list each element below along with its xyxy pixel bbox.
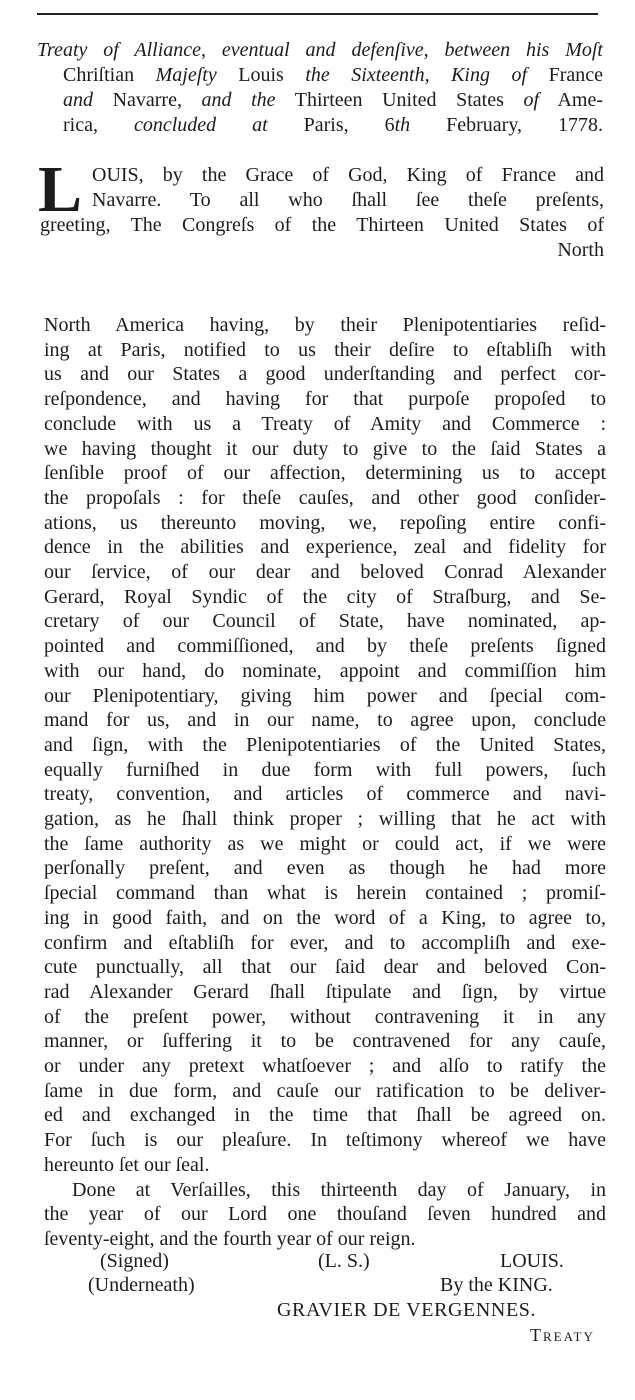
- title-segment: and: [63, 89, 93, 111]
- body-line: our ſervice, of our dear and beloved Conrad Alexander: [44, 561, 606, 583]
- body-line: North America having, by their Plenipotentiaries reſid-: [44, 314, 606, 336]
- body-line: our Plenipotentiary, giving him power and ſpecial com-: [44, 684, 606, 707]
- body-line: ing at Paris, notified to us their deſire to eſtabliſh with: [44, 338, 606, 361]
- underneath-label: (Underneath): [88, 1274, 195, 1296]
- closing-line: the year of our Lord one thouſand ſeven hundred and: [44, 1203, 606, 1226]
- opening-line: Navarre. To all who ſhall ſee theſe preſents,: [92, 189, 604, 211]
- body-line: hereunto ſet our ſeal.: [44, 1153, 210, 1176]
- body-line: dence in the abilities and experience, zeal and fidelity for: [44, 536, 606, 559]
- body-line: equally furniſhed in due form with full powers, ſuch: [44, 758, 606, 781]
- title-segment: France: [527, 64, 603, 86]
- catchword: Treaty: [530, 1325, 595, 1345]
- body-line: treaty, convention, and articles of commerce and navi-: [44, 783, 606, 806]
- body-line: ſame in due form, and cauſe our ratification to be deliver-: [44, 1079, 606, 1102]
- title-segment: Majeſty: [155, 64, 217, 86]
- title-segment: th: [394, 114, 411, 136]
- body-line: the ſame authority as we might or could act, if we were: [44, 832, 606, 855]
- body-line: For ſuch is our pleaſure. In teſtimony whereof we have: [44, 1129, 606, 1152]
- body-line: Gerard, Royal Syndic of the city of Straſburg, and Se-: [44, 585, 606, 608]
- seal-label: (L. S.): [318, 1250, 370, 1272]
- body-line: reſpondence, and having for that purpoſe propoſed to: [44, 388, 606, 411]
- minister-signature: GRAVIER DE VERGENNES.: [277, 1299, 537, 1321]
- body-line: ſenſible proof of our affection, determining us to accept: [44, 462, 606, 485]
- body-line: or under any pretext whatſoever ; and alſo to ratify the: [44, 1055, 606, 1077]
- body-line: cute punctually, all that our ſaid dear and beloved Con-: [44, 956, 606, 979]
- title-line: [63, 88, 603, 112]
- body-line: ed and exchanged in the time that ſhall be agreed on.: [44, 1104, 606, 1127]
- opening-line: greeting, The Congreſs of the Thirteen United States of: [40, 214, 604, 236]
- by-the-king: By the KING.: [440, 1274, 553, 1296]
- body-line: perſonally preſent, and even as though he had more: [44, 857, 606, 880]
- title-line: [63, 63, 603, 87]
- body-line: we having thought it our duty to give to the ſaid States a: [44, 437, 606, 460]
- title-segment: Navarre,: [93, 89, 202, 111]
- title-segment: Treaty of Alliance, eventual and defenſive, between his Moſt: [37, 39, 603, 61]
- title-segment: Louis: [216, 64, 306, 86]
- body-line: ations, us thereunto moving, we, repoſing entire confi-: [44, 511, 606, 534]
- body-line: manner, or ſuffering it to be contravened for any cauſe,: [44, 1030, 606, 1053]
- body-line: gation, as he ſhall think proper ; willing that he act with: [44, 808, 606, 830]
- opening-line: OUIS, by the Grace of God, King of France and: [92, 164, 604, 186]
- body-line: confirm and eſtabliſh for ever, and to accompliſh and exe-: [44, 931, 606, 954]
- title-segment: Ame-: [539, 89, 604, 111]
- body-line: cretary of our Council of State, have nominated, ap-: [44, 610, 606, 633]
- body-line: and ſign, with the Plenipotentiaries of the United States,: [44, 733, 606, 756]
- title-segment: February, 1778.: [410, 114, 603, 136]
- signed-label: (Signed): [100, 1250, 169, 1272]
- body-line: pointed and commiſſioned, and by theſe preſents ſigned: [44, 635, 606, 658]
- body-line: with our hand, do nominate, appoint and commiſſion him: [44, 659, 606, 682]
- body-line: of the preſent power, without contravening it in any: [44, 1005, 606, 1028]
- body-line: conclude with us a Treaty of Amity and Commerce :: [44, 412, 606, 435]
- closing-line: Done at Verſailles, this thirteenth day of January, in: [72, 1178, 606, 1201]
- title-segment: Thirteen United States: [275, 89, 524, 111]
- title-segment: the Sixteenth, King of: [305, 64, 528, 86]
- closing-line: ſeventy-eight, and the fourth year of our reign.: [44, 1227, 416, 1250]
- title-segment: Paris, 6: [267, 114, 395, 136]
- title-line: [37, 38, 603, 62]
- title-segment: rica,: [63, 114, 134, 136]
- body-line: ing in good faith, and on the word of a King, to agree to,: [44, 906, 606, 929]
- header-rule: [37, 13, 598, 15]
- title-line: [63, 113, 603, 137]
- title-segment: concluded at: [133, 114, 268, 136]
- title-segment: Chriſtian: [63, 64, 156, 86]
- body-line: ſpecial command than what is herein contained ; promiſ-: [44, 882, 606, 905]
- body-line: mand for us, and in our name, to agree upon, conclude: [44, 709, 606, 732]
- king-signature: LOUIS.: [500, 1250, 564, 1272]
- opening-line: North: [557, 239, 604, 261]
- drop-cap: L: [38, 153, 83, 226]
- title-segment: and the: [201, 89, 276, 111]
- body-line: us and our States a good underſtanding and perfect cor-: [44, 363, 606, 386]
- body-line: the propoſals : for theſe cauſes, and other good conſider-: [44, 486, 606, 509]
- body-line: rad Alexander Gerard ſhall ſtipulate and ſign, by virtue: [44, 980, 606, 1003]
- title-segment: of: [523, 89, 539, 111]
